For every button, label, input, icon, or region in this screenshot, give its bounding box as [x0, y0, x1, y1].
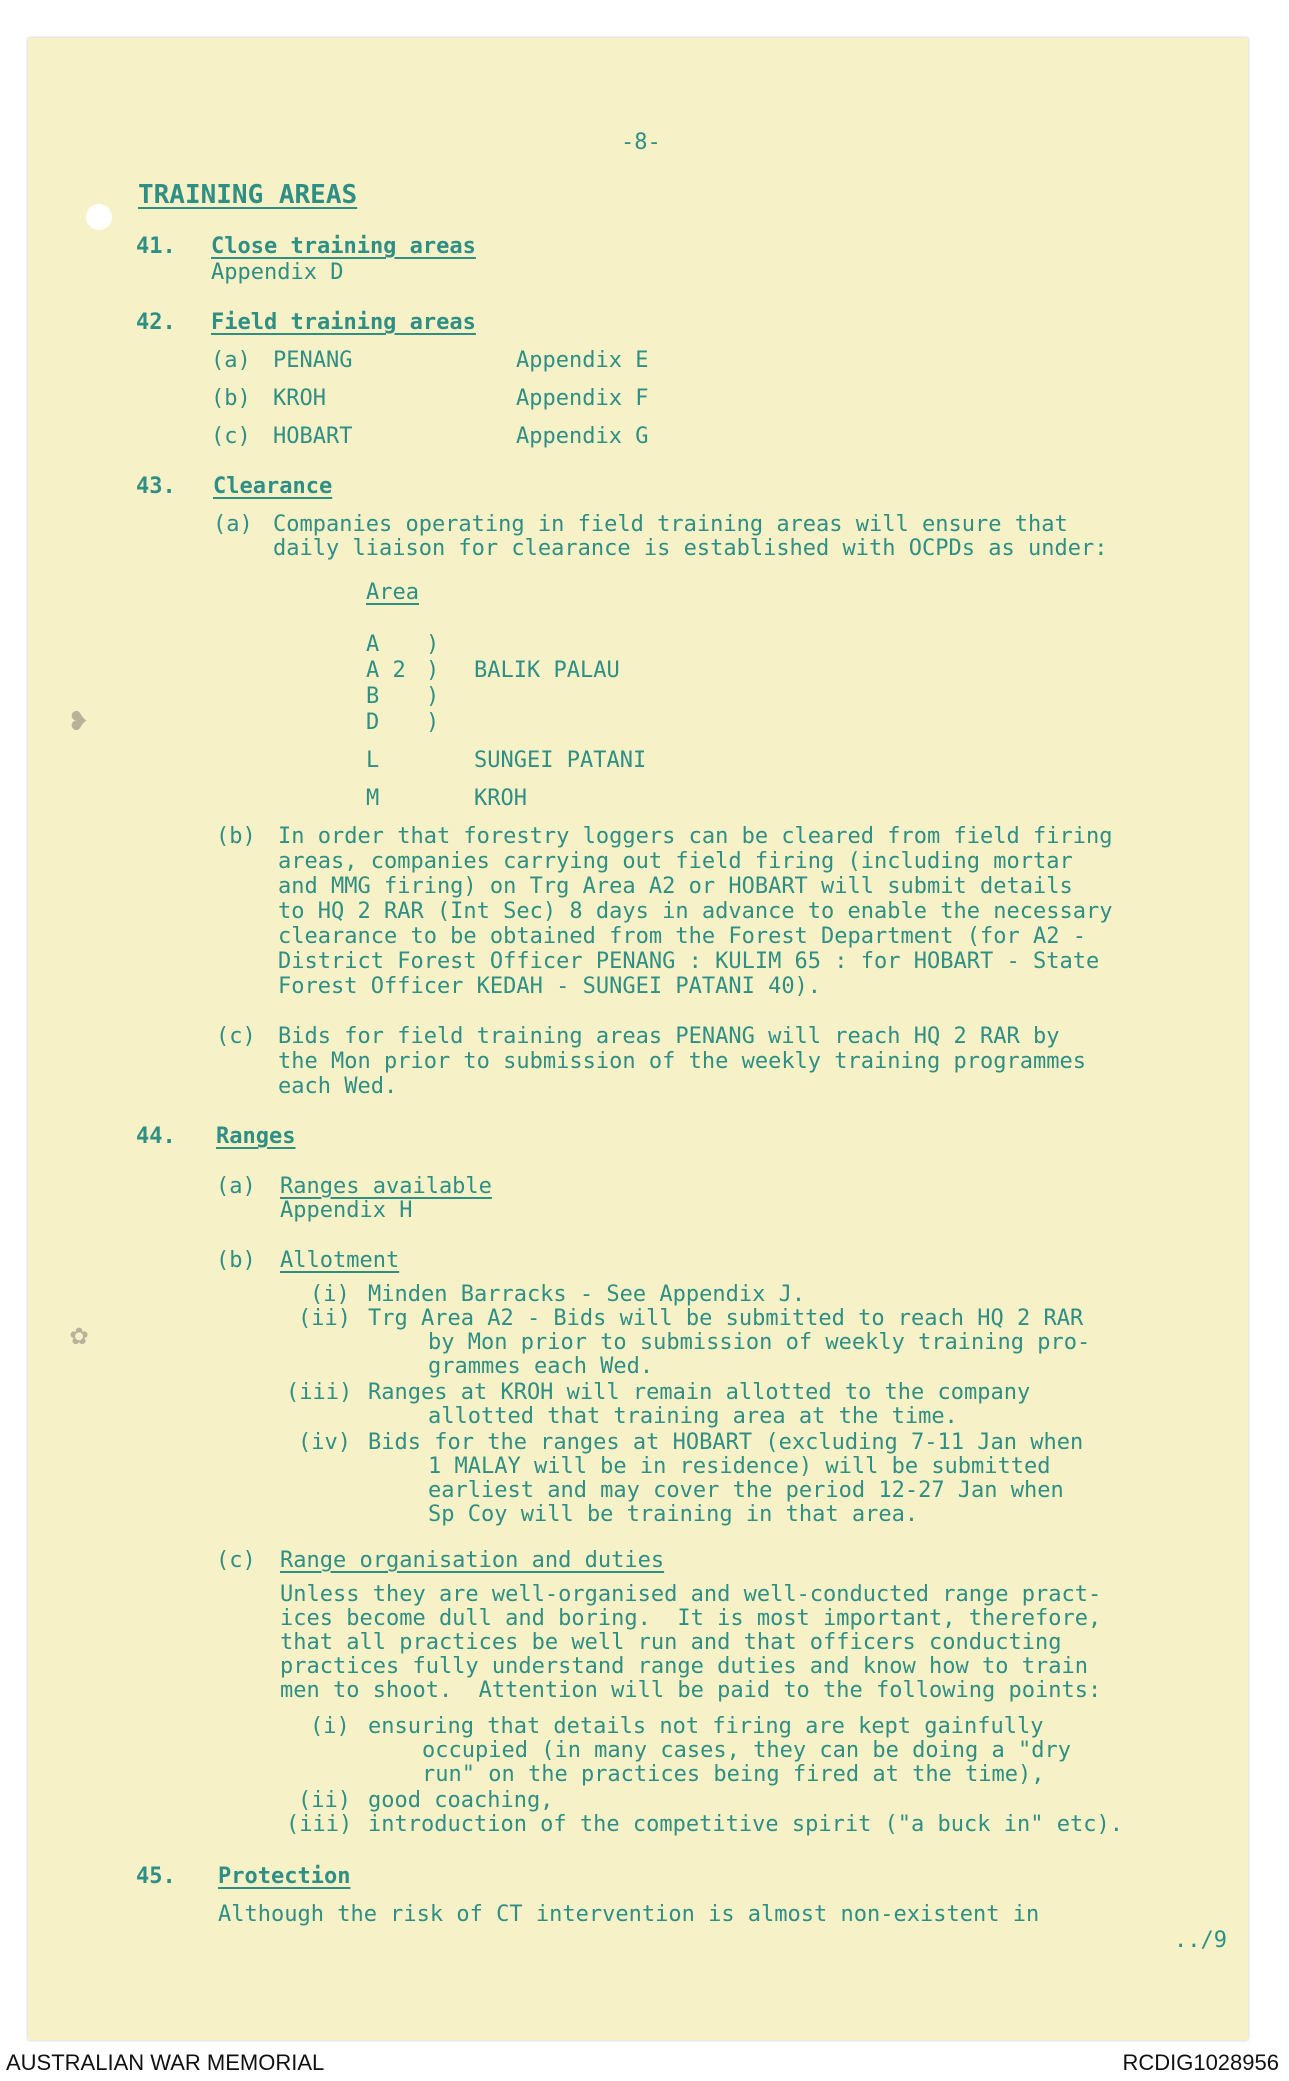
police-district: BALIK PALAU [474, 658, 620, 683]
text-line: introduction of the competitive spirit ("a buck in" etc). [368, 1812, 1123, 1837]
paragraph-number: 43. [136, 474, 176, 499]
area-code: L [366, 748, 380, 773]
area-code: M [366, 786, 380, 811]
item-label: (a) [211, 348, 251, 373]
paragraph-number: 44. [136, 1124, 176, 1149]
text-line: that all practices be well run and that officers conducting [280, 1630, 1062, 1655]
area-code: B [366, 684, 380, 709]
subparagraph-title: Ranges available [280, 1174, 492, 1199]
text-line: 1 MALAY will be in residence) will be submitted [428, 1454, 1051, 1479]
archive-credit: AUSTRALIAN WAR MEMORIAL [6, 2050, 325, 2075]
item-label: (c) [216, 1548, 256, 1573]
paragraph-number: 41. [136, 234, 176, 259]
text-line: Sp Coy will be training in that area. [428, 1502, 919, 1527]
text-line: to HQ 2 RAR (Int Sec) 8 days in advance to enable the necessary [278, 899, 1113, 924]
text-line: Bids for field training areas PENANG will reach HQ 2 RAR by [278, 1024, 1060, 1049]
archive-id: RCDIG1028956 [1122, 2050, 1279, 2075]
item-label: (b) [216, 1248, 256, 1273]
paragraph-title: Protection [218, 1864, 351, 1889]
text-line: occupied (in many cases, they can be doing a "dry [422, 1738, 1072, 1763]
text-line: Although the risk of CT intervention is almost non-existent in [218, 1902, 1040, 1927]
text-line: Ranges at KROH will remain allotted to the company [368, 1380, 1031, 1405]
text-line: Trg Area A2 - Bids will be submitted to reach HQ 2 RAR [368, 1306, 1084, 1331]
appendix-ref: Appendix H [280, 1198, 413, 1223]
area-name: KROH [273, 386, 326, 411]
bracket: ) [426, 632, 440, 657]
bracket: ) [426, 684, 440, 709]
text-line: Forest Officer KEDAH - SUNGEI PATANI 40). [278, 974, 822, 999]
bracket: ) [426, 710, 440, 735]
text-line: areas, companies carrying out field firing (including mortar [278, 849, 1073, 874]
area-code: D [366, 710, 380, 735]
text-line: each Wed. [278, 1074, 398, 1099]
text-line: daily liaison for clearance is established with OCPDs as under: [273, 536, 1108, 561]
text-line: ices become dull and boring. It is most important, therefore, [280, 1606, 1102, 1631]
text-line: In order that forestry loggers can be cleared from field firing [278, 824, 1113, 849]
text-line: men to shoot. Attention will be paid to the following points: [280, 1678, 1102, 1703]
paragraph-number: 45. [136, 1864, 176, 1889]
text-line: and MMG firing) on Trg Area A2 or HOBART will submit details [278, 874, 1073, 899]
item-label: (iv) [298, 1430, 351, 1455]
police-district: SUNGEI PATANI [474, 748, 647, 773]
paragraph-title: Field training areas [211, 310, 476, 335]
item-label: (c) [216, 1024, 256, 1049]
text-line: good coaching, [368, 1788, 554, 1813]
item-label: (a) [213, 512, 253, 537]
text-line: the Mon prior to submission of the weekly training programmes [278, 1049, 1086, 1074]
text-line: Companies operating in field training areas will ensure that [273, 512, 1068, 537]
item-label: (iii) [286, 1812, 353, 1837]
paragraph-title: Close training areas [211, 234, 476, 259]
item-label: (c) [211, 424, 251, 449]
area-header: Area [366, 580, 419, 605]
text-line: Minden Barracks - See Appendix J. [368, 1282, 806, 1307]
appendix-ref: Appendix F [516, 386, 649, 411]
subparagraph-title: Range organisation and duties [280, 1548, 665, 1573]
appendix-ref: Appendix E [516, 348, 649, 373]
paragraph-title: Ranges [216, 1124, 296, 1149]
text-line: allotted that training area at the time. [428, 1404, 958, 1429]
text-line: clearance to be obtained from the Forest Department (for A2 - [278, 924, 1086, 949]
item-label: (iii) [286, 1380, 353, 1405]
text-line: grammes each Wed. [428, 1354, 654, 1379]
item-label: (ii) [298, 1306, 351, 1331]
text-line: Bids for the ranges at HOBART (excluding 7-11 Jan when [368, 1430, 1084, 1455]
text-line: practices fully understand range duties and know how to train [280, 1654, 1088, 1679]
item-label: (b) [211, 386, 251, 411]
appendix-ref: Appendix G [516, 424, 649, 449]
paragraph-number: 42. [136, 310, 176, 335]
page-number: -8- [621, 130, 661, 155]
punch-hole-tear: ❥ [70, 703, 89, 738]
police-district: KROH [474, 786, 527, 811]
item-label: (ii) [298, 1788, 351, 1813]
section-heading: TRAINING AREAS [138, 180, 358, 210]
item-label: (b) [216, 824, 256, 849]
area-name: HOBART [273, 424, 353, 449]
appendix-ref: Appendix D [211, 260, 344, 285]
item-label: (i) [310, 1714, 350, 1739]
subparagraph-title: Allotment [280, 1248, 400, 1273]
area-code: A [366, 632, 380, 657]
text-line: ensuring that details not firing are kept gainfully [368, 1714, 1044, 1739]
text-line: District Forest Officer PENANG : KULIM 65 : for HOBART - State [278, 949, 1100, 974]
area-code: A 2 [366, 658, 406, 683]
text-line: earliest and may cover the period 12-27 Jan when [428, 1478, 1064, 1503]
area-name: PENANG [273, 348, 353, 373]
bracket: ) [426, 658, 440, 683]
paragraph-title: Clearance [213, 474, 333, 499]
item-label: (i) [310, 1282, 350, 1307]
item-label: (a) [216, 1174, 256, 1199]
punch-hole [86, 204, 112, 230]
text-line: run" on the practices being fired at the time), [422, 1762, 1045, 1787]
document-page [28, 38, 1248, 2040]
text-line: by Mon prior to submission of weekly training pro- [428, 1330, 1091, 1355]
punch-hole-tear: ✿ [70, 1317, 89, 1352]
continuation-marker: ../9 [1174, 1928, 1227, 1953]
text-line: Unless they are well-organised and well-conducted range pract- [280, 1582, 1102, 1607]
